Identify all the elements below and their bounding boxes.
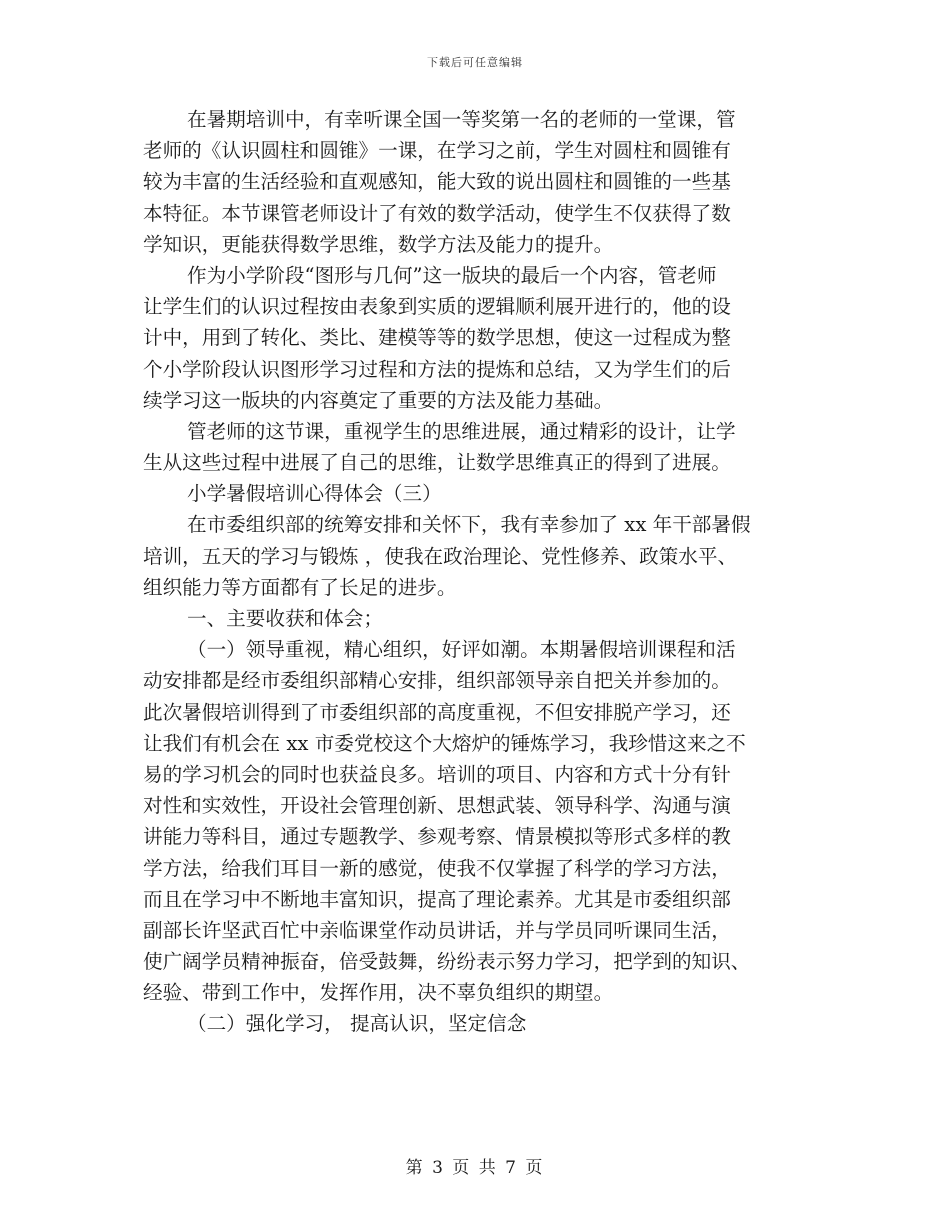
page-footer: 第 3 页 共 7 页 bbox=[405, 1158, 545, 1178]
text-line: 计中，用到了转化、类比、建模等等的数学思想，使这一过程成为整 bbox=[143, 326, 731, 350]
text-line: 较为丰富的生活经验和直观感知，能大致的说出圆柱和圆锥的一些基 bbox=[143, 170, 731, 194]
text-line: 使广阔学员精神振奋，倍受鼓舞，纷纷表示努力学习，把学到的知识、 bbox=[143, 950, 751, 974]
text-line: 副部长许坚武百忙中亲临课堂作动员讲话，并与学员同听课同生活， bbox=[143, 918, 731, 942]
page-header: 下载后可任意编辑 bbox=[427, 56, 523, 69]
text-line: 本特征。本节课管老师设计了有效的数学活动，使学生不仅获得了数 bbox=[143, 201, 731, 225]
document-body bbox=[143, 104, 813, 1040]
text-line: 动安排都是经市委组织部精心安排，组织部领导亲自把关并参加的。 bbox=[143, 669, 731, 693]
text-line: 在市委组织部的统筹安排和关怀下，我有幸参加了 xx 年干部暑假 bbox=[187, 513, 751, 537]
text-line: 生从这些过程中进展了自己的思维，让数学思维真正的得到了进展。 bbox=[143, 451, 731, 475]
text-line: 学知识，更能获得数学思维，数学方法及能力的提升。 bbox=[143, 232, 614, 256]
text-line: 让我们有机会在 xx 市委党校这个大熔炉的锤炼学习，我珍惜这来之不 bbox=[143, 731, 746, 755]
text-line: （二）强化学习， 提高认识，坚定信念 bbox=[187, 1012, 527, 1036]
text-line: 老师的《认识圆柱和圆锥》一课，在学习之前，学生对圆柱和圆锥有 bbox=[143, 139, 731, 163]
text-line: 小学暑假培训心得体会（三） bbox=[187, 482, 442, 506]
text-line: 续学习这一版块的内容奠定了重要的方法及能力基础。 bbox=[143, 388, 614, 412]
text-line: 在暑期培训中，有幸听课全国一等奖第一名的老师的一堂课，管 bbox=[187, 108, 736, 131]
text-line: 组织能力等方面都有了长足的进步。 bbox=[143, 575, 457, 599]
text-line: 管老师的这节课，重视学生的思维进展，通过精彩的设计，让学 bbox=[187, 419, 736, 443]
text-line: 易的学习机会的同时也获益良多。培训的项目、内容和方式十分有针 bbox=[143, 762, 731, 786]
text-line: 讲能力等科目，通过专题教学、参观考察、情景模拟等形式多样的教 bbox=[143, 825, 731, 849]
text-line: 此次暑假培训得到了市委组织部的高度重视，不但安排脱产学习，还 bbox=[143, 700, 731, 724]
text-line: （一）领导重视，精心组织，好评如潮。本期暑假培训课程和活 bbox=[187, 638, 736, 662]
text-line: 对性和实效性，开设社会管理创新、思想武装、领导科学、沟通与演 bbox=[143, 794, 731, 818]
text-line: 让学生们的认识过程按由表象到实质的逻辑顺利展开进行的，他的设 bbox=[143, 295, 731, 319]
text-line: 一、主要收获和体会； bbox=[187, 607, 383, 630]
text-line: 经验、带到工作中，发挥作用，决不辜负组织的期望。 bbox=[143, 981, 614, 1005]
text-line: 作为小学阶段“图形与几何”这一版块的最后一个内容，管老师 bbox=[187, 263, 717, 287]
text-line: 个小学阶段认识图形学习过程和方法的提炼和总结，又为学生们的后 bbox=[143, 357, 731, 381]
text-line: 学方法，给我们耳目一新的感觉，使我不仅掌握了科学的学习方法， bbox=[143, 856, 731, 880]
text-line: 而且在学习中不断地丰富知识，提高了理论素养。尤其是市委组织部 bbox=[143, 887, 731, 911]
text-line: 培训，五天的学习与锻炼 ，使我在政治理论、党性修养、政策水平、 bbox=[143, 544, 738, 568]
